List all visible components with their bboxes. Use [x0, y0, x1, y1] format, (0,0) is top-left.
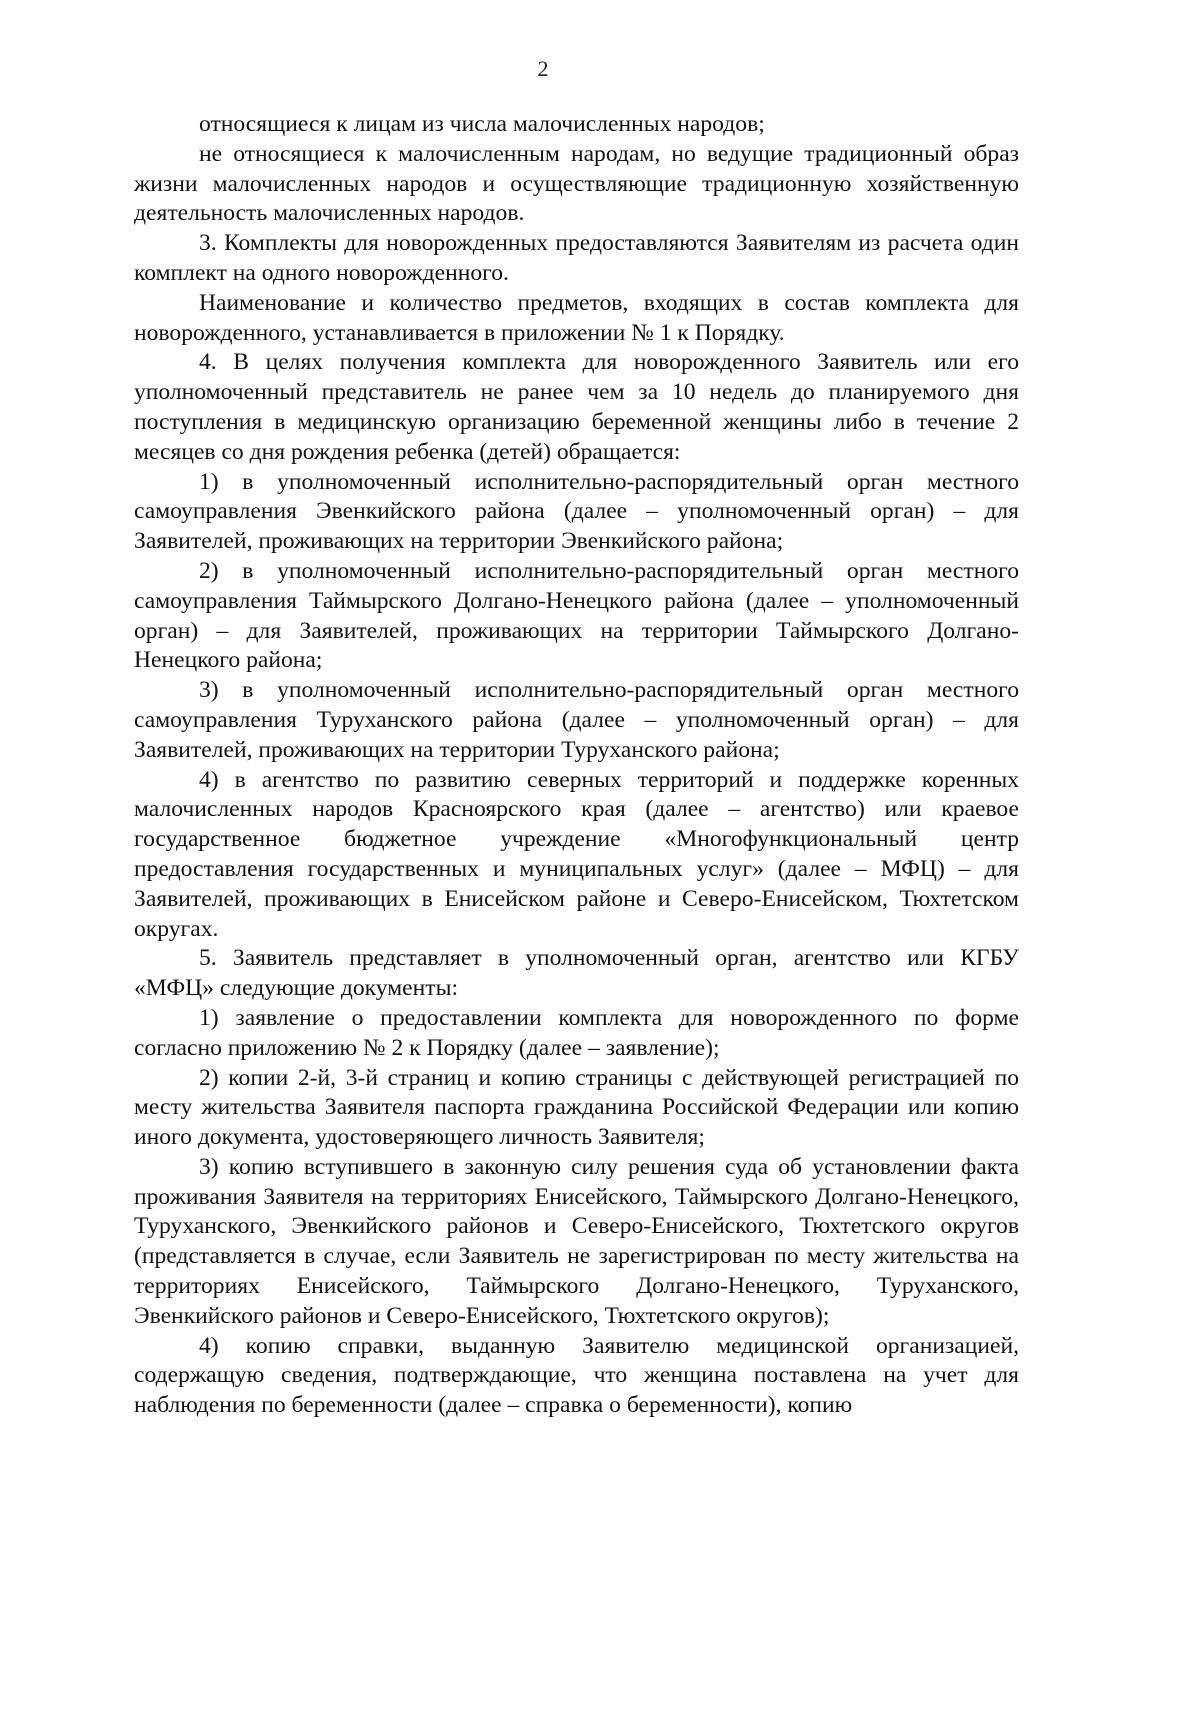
paragraph: 3) в уполномоченный исполнительно-распорядительный орган местного самоуправления Туруханского района (далее – уполномоченный орган) – для Заявителей, проживающих на территории Туруханского района;: [134, 677, 1019, 763]
paragraph: 4) в агентство по развитию северных территорий и поддержке коренных малочисленных народов Красноярского края (далее – агентство) или краевое государственное бюджетное учреждение «Многофункциональный центр предоставления государственных и муниципальных услуг» (далее – МФЦ) – для Заявителей, проживающих в Енисейском районе и Северо-Енисейском, Тюхтетском округах.: [134, 766, 1019, 942]
paragraph: 3) копию вступившего в законную силу решения суда об установлении факта проживания Заявителя на территориях Енисейского, Таймырского Долгано-Ненецкого, Туруханского, Эвенкийского районов и Северо-Енисейского, Тюхтетского округов (представляется в случае, если Заявитель не зарегистрирован по месту жительства на территориях Енисейского, Таймырского Долгано-Ненецкого, Туруханского, Эвенкийского районов и Северо-Енисейского, Тюхтетского округов);: [134, 1153, 1019, 1329]
paragraph: Наименование и количество предметов, входящих в состав комплекта для новорожденного, устанавливается в приложении № 1 к Порядку.: [134, 289, 1019, 346]
paragraph: 1) заявление о предоставлении комплекта для новорожденного по форме согласно приложению № 2 к Порядку (далее – заявление);: [134, 1004, 1019, 1061]
paragraph: относящиеся к лицам из числа малочисленных народов;: [199, 111, 765, 137]
paragraph: 4. В целях получения комплекта для новорожденного Заявитель или его уполномоченный представитель не ранее чем за 10 недель до планируемого дня поступления в медицинскую организацию беременной женщины либо в течение 2 месяцев со дня рождения ребенка (детей) обращается:: [134, 349, 1019, 465]
paragraph: 3. Комплекты для новорожденных предоставляются Заявителям из расчета один комплект на одного новорожденного.: [134, 230, 1019, 286]
page-number: 2: [537, 56, 549, 81]
paragraph: 5. Заявитель представляет в уполномоченный орган, агентство или КГБУ «МФЦ» следующие документы:: [134, 945, 1019, 1002]
document-body: [134, 110, 1019, 1421]
paragraph: 2) копии 2-й, 3-й страниц и копию страницы с действующей регистрацией по месту жительства Заявителя паспорта гражданина Российской Федерации или копию иного документа, удостоверяющего личность Заявителя;: [134, 1064, 1019, 1151]
paragraph: 4) копию справки, выданную Заявителю медицинской организацией, содержащую сведения, подтверждающие, что женщина поставлена на учет для наблюдения по беременности (далее – справка о беременности), копию: [134, 1332, 1019, 1419]
paragraph: 2) в уполномоченный исполнительно-распорядительный орган местного самоуправления Таймырского Долгано-Ненецкого района (далее – уполномоченный орган) – для Заявителей, проживающих на территории Таймырского Долгано-Ненецкого района;: [134, 557, 1019, 674]
paragraph: 1) в уполномоченный исполнительно-распорядительный орган местного самоуправления Эвенкийского района (далее – уполномоченный орган) – для Заявителей, проживающих на территории Эвенкийского района;: [134, 468, 1019, 555]
paragraph: не относящиеся к малочисленным народам, но ведущие традиционный образ жизни малочисленных народов и осуществляющие традиционную хозяйственную деятельность малочисленных народов.: [134, 140, 1019, 227]
